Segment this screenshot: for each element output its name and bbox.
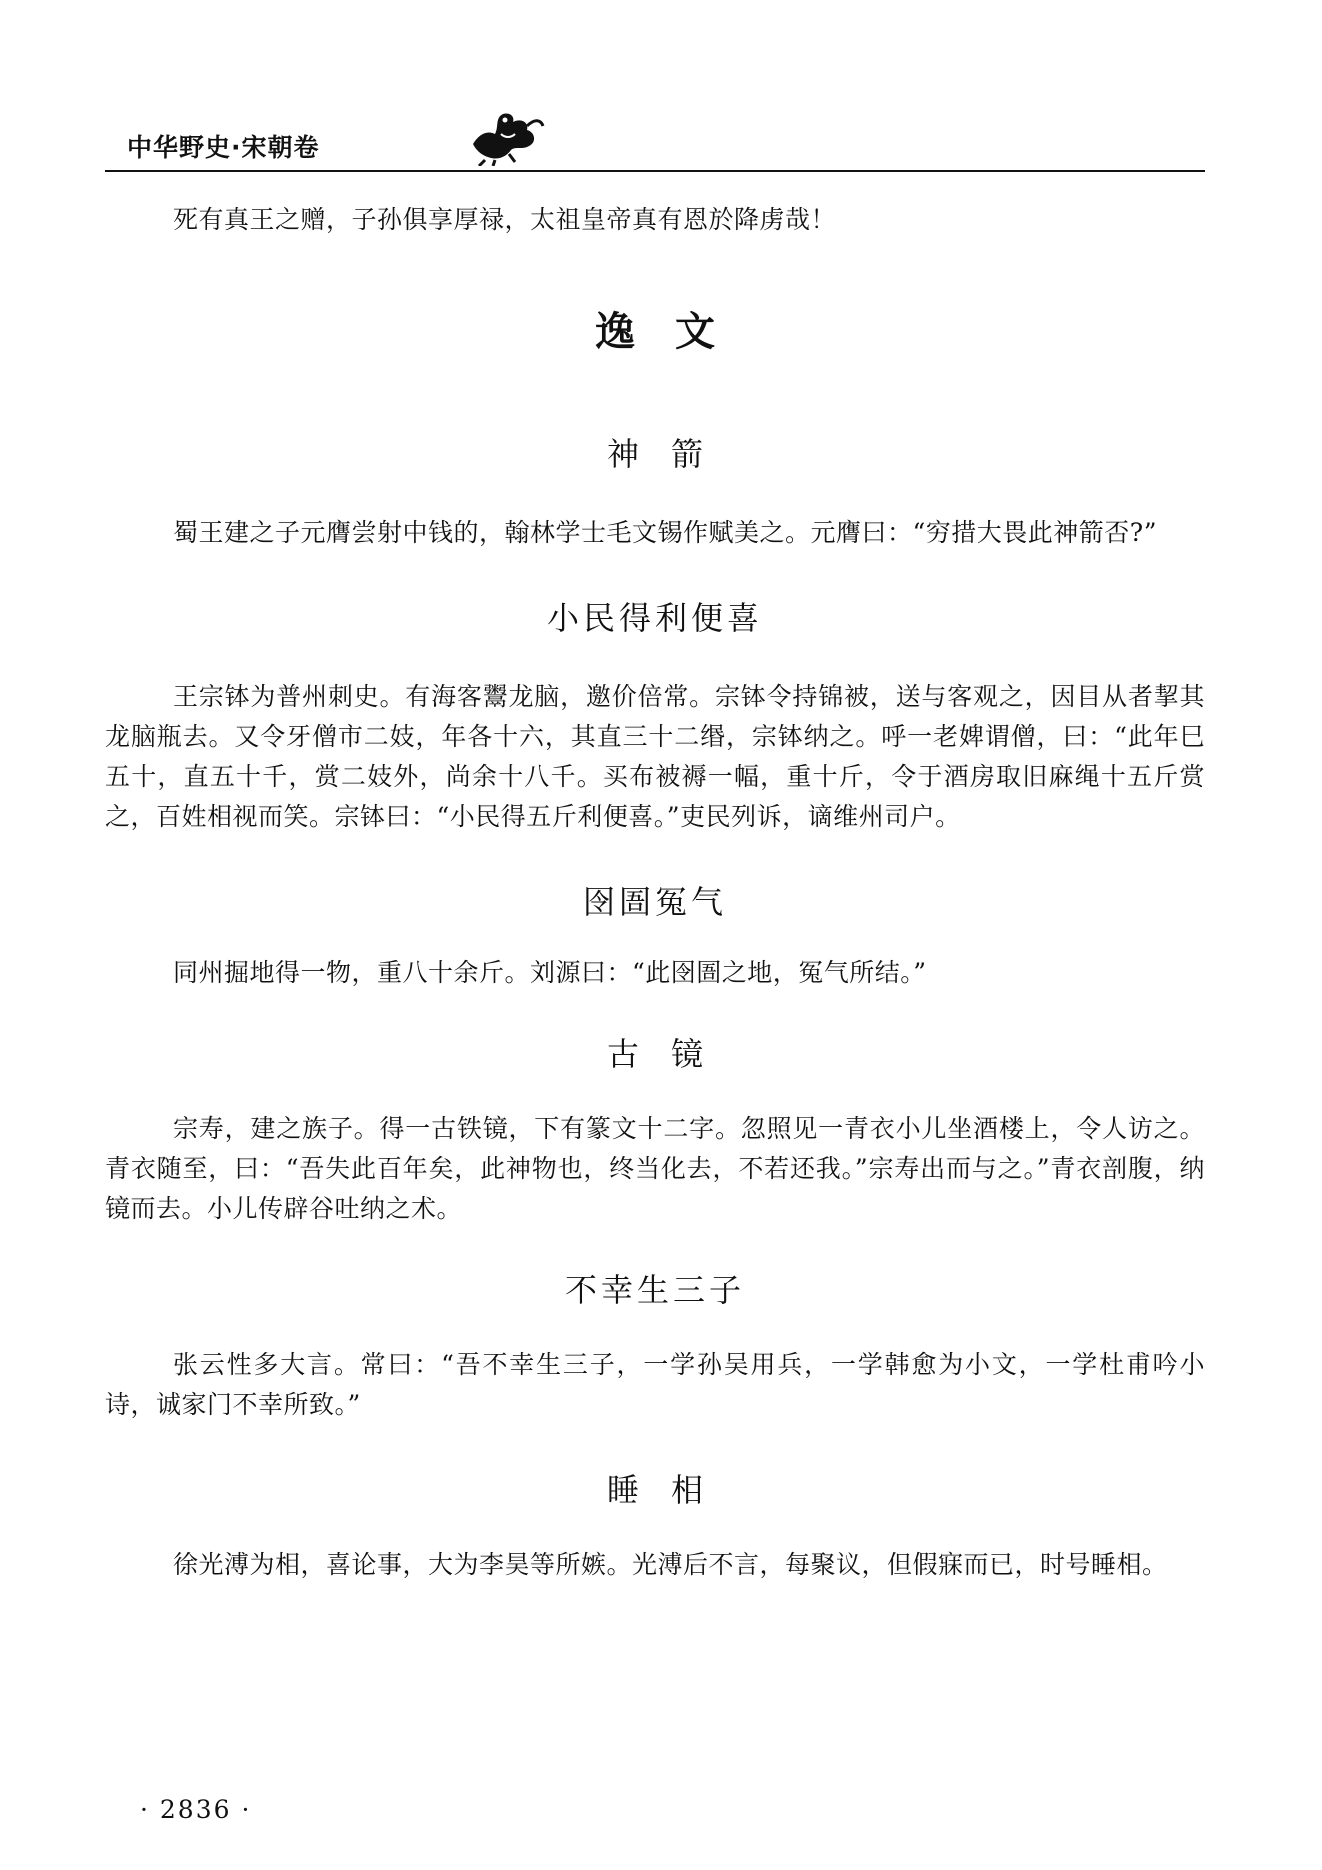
section-shenjian: [105, 429, 1205, 553]
section-heading: 囹圄冤气: [582, 883, 727, 921]
section-paragraph: 徐光溥为相，喜论事，大为李昊等所嫉。光溥后不言，每聚议，但假寐而已，时号睡相。: [173, 1550, 1168, 1579]
section-heading: 古镜: [606, 1035, 735, 1073]
main-title: 逸文: [595, 309, 755, 355]
section-paragraph: 宗寿，建之族子。得一古铁镜，下有篆文十二字。忽照见一青衣小儿坐酒楼上，令人访之。青衣随至，曰：“吾失此百年矣，此神物也，终当化去，不若还我。”宗寿出而与之。”青衣剖腹，纳镜而去。小儿传辟谷吐纳之术。: [105, 1114, 1205, 1223]
page-number: · 2836 ·: [140, 1795, 252, 1824]
section-heading: 神箭: [606, 435, 735, 473]
section-paragraph: 王宗钵为普州刺史。有海客鬻龙脑，邀价倍常。宗钵令持锦被，送与客观之，因目从者挈其龙脑瓶去。又令牙僧市二妓，年各十六，其直三十二缗，宗钵纳之。呼一老婢谓僧，曰：“此年巳五十，直五十千，赏二妓外，尚余十八千。买布被褥一幅，重十斤，令于酒房取旧麻绳十五斤赏之，百姓相视而笑。宗钵曰：“小民得五斤利便喜。”吏民列诉，谪维州司户。: [105, 682, 1205, 831]
section-paragraph: 张云性多大言。常曰：“吾不幸生三子，一学孙吴用兵，一学韩愈为小文，一学杜甫吟小诗，诚家门不幸所致。”: [105, 1350, 1205, 1419]
section-heading: 不幸生三子: [564, 1271, 745, 1309]
section-shuixiang: [105, 1465, 1205, 1585]
section-paragraph: 同州掘地得一物，重八十余斤。刘源曰：“此囹圄之地，冤气所结。”: [173, 958, 927, 987]
dragon-logo-icon: [465, 104, 545, 166]
book-title: 中华野史·宋朝卷: [127, 133, 320, 162]
page-header: [105, 98, 1205, 168]
section-gujing: [105, 1029, 1205, 1229]
section-heading: 睡相: [606, 1471, 735, 1509]
header-rule: [105, 170, 1205, 172]
section-buxing: [105, 1265, 1205, 1425]
section-xiaomin: [105, 593, 1205, 837]
continuation-paragraph: 死有真王之赠，子孙俱享厚禄，太祖皇帝真有恩於降虏哉！: [173, 205, 837, 234]
section-lingyu: [105, 877, 1205, 993]
section-heading: 小民得利便喜: [546, 599, 763, 637]
section-paragraph: 蜀王建之子元膺尝射中钱的，翰林学士毛文锡作赋美之。元膺曰：“穷措大畏此神箭否?”: [173, 518, 1157, 547]
page-content: [105, 190, 1205, 1585]
